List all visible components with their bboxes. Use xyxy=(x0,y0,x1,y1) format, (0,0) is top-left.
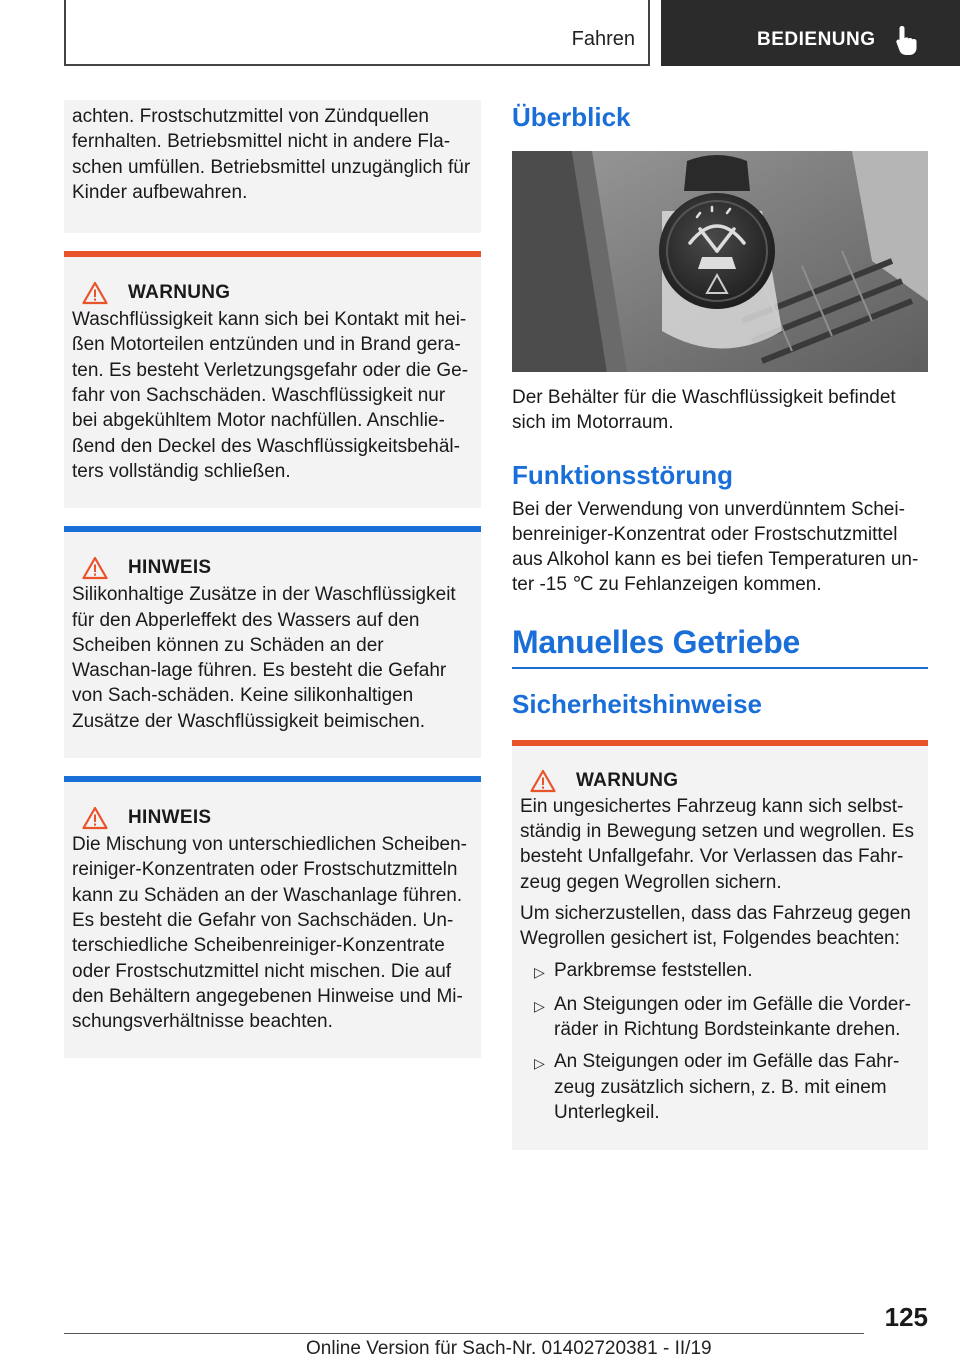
notice-title: HINWEIS xyxy=(128,807,212,829)
warning-title: WARNUNG xyxy=(128,282,231,304)
header-chapter-tab xyxy=(661,0,960,66)
list-item: ▷ An Steigungen oder im Gefälle die Vorder-räder in Richtung Bordsteinkante drehen. xyxy=(520,992,920,1043)
footer-online-version: Online Version für Sach-Nr. 01402720381 - II/19 xyxy=(306,1338,712,1359)
warning-step-list xyxy=(520,958,920,1151)
footer-rule xyxy=(64,1333,864,1334)
overview-heading: Überblick xyxy=(512,102,631,132)
washer-reservoir-illustration xyxy=(512,151,928,372)
warning-text: Ein ungesichertes Fahrzeug kann sich selbst-ständig in Bewegung setzen und wegrollen. Es besteht Unfallgefahr. Vor Verlassen das Fahr-zeug gegen Wegrollen sichern. xyxy=(520,795,914,893)
pointing-hand-icon xyxy=(893,24,921,56)
notice-text: Die Mischung von unterschiedlichen Scheiben-reiniger-Konzentraten oder Frostschutzmitteln kann zu Schäden an der Waschanlage führen. Es besteht die Gefahr von Sachschäden. Un-terschiedliche Scheibenreiniger-Konzentrate oder Frostschutzmittel nicht mischen. Die auf den Behältern angegebenen Hinweise und Mi-schungsverhältnisse beachten. xyxy=(72,834,468,1033)
header-chapter-label: BEDIENUNG xyxy=(757,29,876,50)
manual-gearbox-heading: Manuelles Getriebe xyxy=(512,623,801,660)
warning-title: WARNUNG xyxy=(576,769,679,791)
page-number: 125 xyxy=(884,1302,928,1332)
malfunction-heading: Funktionsstörung xyxy=(512,459,733,490)
warning-instruction: Um sicherzustellen, dass das Fahrzeug gegen Wegrollen gesichert ist, Folgendes beachten: xyxy=(520,902,911,950)
warning-text: Waschflüssigkeit kann sich bei Kontakt mit hei-ßen Motorteilen entzünden und in Brand gera-ten. Es besteht Verletzungsgefahr oder die Ge-fahr von Sachschäden. Waschflüssigkeit nur bei abgekühltem Motor nachfüllen. Anschlie-ßend den Deckel des Waschflüssigkeitsbehäl-ters vollständig schließen. xyxy=(72,309,469,482)
notice-triangle-icon xyxy=(82,556,108,580)
overview-text: Der Behälter für die Waschflüssigkeit befindet sich im Motorraum. xyxy=(512,387,896,434)
list-item: ▷ Parkbremse feststellen. xyxy=(520,958,920,985)
list-item: ▷ An Steigungen oder im Gefälle das Fahr-zeug zusätzlich sichern, z. B. mit einem Unterlegkeil. xyxy=(520,1049,920,1125)
header-frame xyxy=(64,0,650,66)
right-column xyxy=(512,100,928,1150)
notice-triangle-icon xyxy=(82,806,108,830)
continued-safety-note xyxy=(64,100,481,233)
notice-text: Silikonhaltige Zusätze in der Waschflüssigkeit für den Abperleffekt des Wassers auf den Scheiben können zu Schäden an der Waschan-lage führen. Es besteht die Gefahr von Sach-schäden. Keine silikonhaltigen Zusätze der Waschflüssigkeit beimischen. xyxy=(72,584,456,732)
washer-fluid-reservoir-photo xyxy=(512,151,928,372)
triangle-bullet-icon: ▷ xyxy=(534,963,545,980)
notice-box-silicone xyxy=(64,532,481,758)
triangle-bullet-icon: ▷ xyxy=(534,1055,545,1072)
continued-note-text: achten. Frostschutzmittel von Zündquellen fernhalten. Betriebsmittel nicht in andere Fla-schen umfüllen. Betriebsmittel unzugänglich für Kinder aufbewahren. xyxy=(72,106,471,203)
notice-box-mixing xyxy=(64,782,481,1058)
warning-box-rolling xyxy=(512,746,928,1151)
header-section-title: Fahren xyxy=(571,28,635,50)
warning-triangle-icon xyxy=(82,281,108,305)
left-column xyxy=(64,100,481,1058)
warning-box-fluid xyxy=(64,257,481,508)
safety-heading: Sicherheitshinweise xyxy=(512,688,762,719)
triangle-bullet-icon: ▷ xyxy=(534,997,545,1014)
malfunction-text: Bei der Verwendung von unverdünntem Schei-benreiniger-Konzentrat oder Frostschutzmittel aus Alkohol kann es bei tiefen Temperaturen un-ter -15 ℃ zu Fehlanzeigen kommen. xyxy=(512,498,919,596)
warning-triangle-icon xyxy=(530,769,556,793)
heading-rule xyxy=(512,667,928,669)
notice-title: HINWEIS xyxy=(128,557,212,579)
